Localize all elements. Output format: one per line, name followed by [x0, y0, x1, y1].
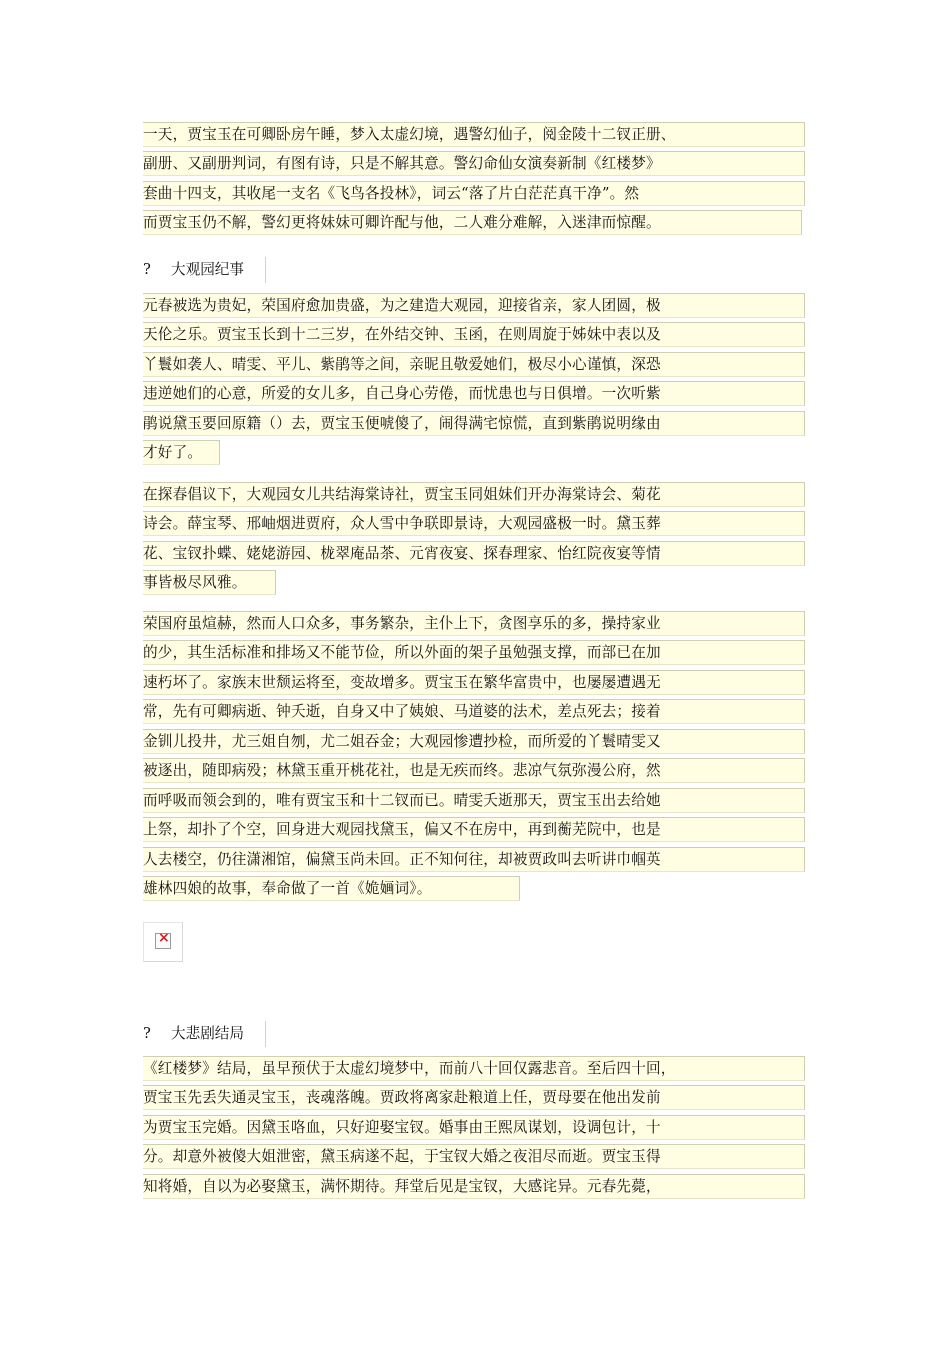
text-line: 天伦之乐。贾宝玉长到十二三岁，在外结交钟、玉函，在则周旋于姊妹中表以及: [143, 322, 805, 347]
text-line: 为贾宝玉完婚。因黛玉咯血，只好迎娶宝钗。婚事由王熙凤谋划，设调包计，十: [143, 1115, 805, 1140]
section-heading: [143, 257, 266, 283]
text-line: 荣国府虽煊赫，然而人口众多，事务繁杂，主仆上下，贪图享乐的多，操持家业: [143, 611, 805, 636]
text-line: 而呼吸而领会到的，唯有贾宝玉和十二钗而已。晴雯夭逝那天，贾宝玉出去给她: [143, 788, 805, 813]
text-line: 套曲十四支，其收尾一支名《飞鸟各投林》，词云“落了片白茫茫真干净”。然: [143, 181, 805, 206]
text-line: 被逐出，随即病殁；林黛玉重开桃花社，也是无疾而终。悲凉气氛弥漫公府，然: [143, 758, 805, 783]
text-line: 贾宝玉先丢失通灵宝玉，丧魂落魄。贾政将离家赴粮道上任，贾母要在他出发前: [143, 1085, 805, 1110]
section-heading: [143, 1021, 266, 1047]
text-line: 而贾宝玉仍不解，警幻更将妹妹可卿许配与他，二人难分难解，入迷津而惊醒。: [143, 210, 802, 235]
text-line: 的少，其生活标准和排场又不能节俭，所以外面的架子虽勉强支撑，而部已在加: [143, 640, 805, 665]
text-line: 《红楼梦》结局，虽早预伏于太虚幻境梦中，而前八十回仅露悲音。至后四十回，: [143, 1056, 805, 1081]
text-line: 在探春倡议下，大观园女儿共结海棠诗社，贾宝玉同姐妹们开办海棠诗会、菊花: [143, 482, 805, 507]
text-line: 金钏儿投井，尤三姐自刎，尤二姐吞金；大观园惨遭抄检，而所爱的丫鬟晴雯又: [143, 729, 805, 754]
text-line: 人去楼空，仍往潇湘馆，偏黛玉尚未回。正不知何往，却被贾政叫去听讲巾帼英: [143, 847, 805, 872]
text-line: 事皆极尽风雅。: [143, 570, 276, 595]
text-line: 速朽坏了。家族末世颓运将至，变故增多。贾宝玉在繁华富贵中，也屡屡遭遇无: [143, 670, 805, 695]
text-line: 上祭，却扑了个空，回身进大观园找黛玉，偏又不在房中，再到蘅芜院中，也是: [143, 817, 805, 842]
text-line: 违逆她们的心意，所爱的女儿多，自己身心劳倦，而忧患也与日俱增。一次听紫: [143, 381, 805, 406]
text-line: 元春被选为贵妃，荣国府愈加贵盛，为之建造大观园，迎接省亲，家人团圆，极: [143, 293, 805, 318]
text-line: 知将婚，自以为必娶黛玉，满怀期待。拜堂后见是宝钗，大感诧异。元春先薨，: [143, 1174, 805, 1199]
text-line: 花、宝钗扑蝶、姥姥游园、栊翠庵品茶、元宵夜宴、探春理家、怡红院夜宴等情: [143, 541, 805, 566]
text-line: 分。却意外被傻大姐泄密，黛玉病遂不起，于宝钗大婚之夜泪尽而逝。贾宝玉得: [143, 1144, 805, 1169]
bullet-glyph: ?: [143, 261, 151, 278]
section-heading-text: 大观园纪事: [171, 261, 244, 278]
text-line: 一天，贾宝玉在可卿卧房午睡，梦入太虚幻境，遇警幻仙子，阅金陵十二钗正册、: [143, 122, 805, 147]
broken-image-icon: [155, 933, 171, 949]
section-heading-text: 大悲剧结局: [171, 1025, 244, 1042]
text-line: 才好了。: [143, 440, 220, 465]
text-line: 副册、又副册判词，有图有诗，只是不解其意。警幻命仙女演奏新制《红楼梦》: [143, 151, 805, 176]
text-line: 鹃说黛玉要回原籍（）去，贾宝玉便唬傻了，闹得满宅惊慌，直到紫鹃说明缘由: [143, 411, 805, 436]
text-line: 诗会。薛宝琴、邢岫烟进贾府，众人雪中争联即景诗，大观园盛极一时。黛玉葬: [143, 511, 805, 536]
text-line: 丫鬟如袭人、晴雯、平儿、紫鹃等之间，亲昵且敬爱她们，极尽小心谨慎，深恐: [143, 352, 805, 377]
text-line: 常，先有可卿病逝、钟夭逝，自身又中了姨娘、马道婆的法术，差点死去；接着: [143, 699, 805, 724]
bullet-glyph: ?: [143, 1025, 151, 1042]
broken-image-placeholder: [143, 922, 183, 962]
text-line: 雄林四娘的故事，奉命做了一首《姽婳词》。: [143, 876, 520, 901]
